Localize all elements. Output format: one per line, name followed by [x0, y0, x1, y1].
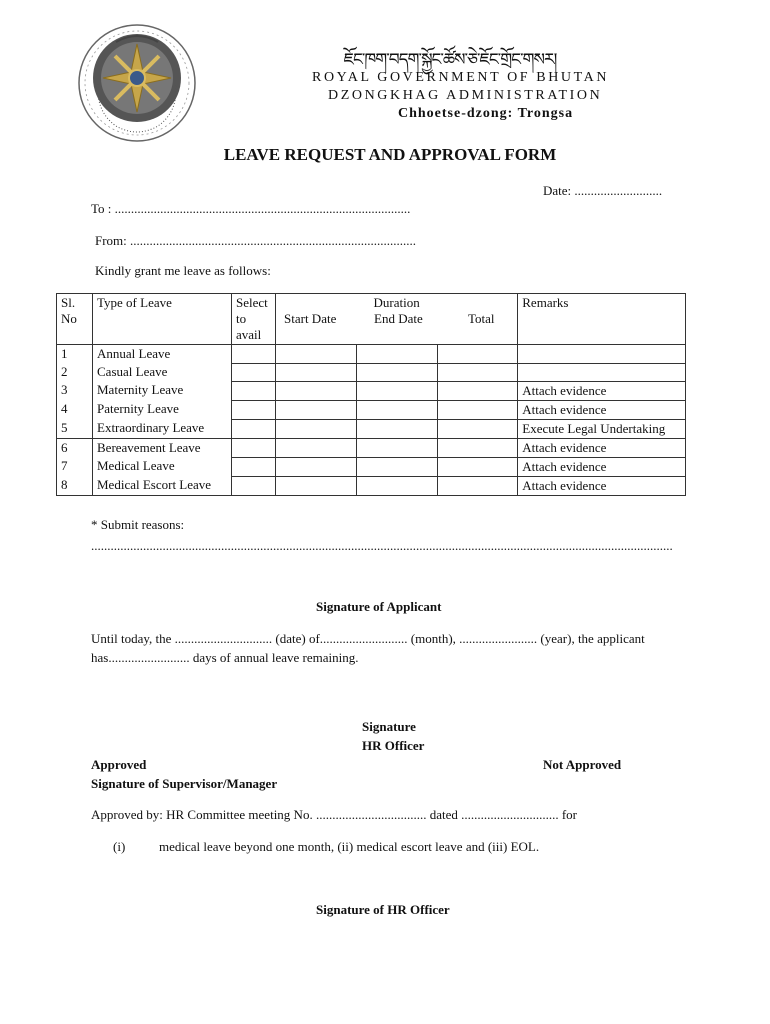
row-end-date-cell[interactable] [356, 419, 437, 438]
to-field[interactable]: To : ........................................................................................... [91, 201, 411, 216]
table-row [57, 345, 686, 364]
row-sl: 5 [57, 419, 93, 438]
hr-officer-final-signature: Signature of HR Officer [316, 902, 450, 917]
row-sl: 6 [57, 438, 93, 457]
row-select-cell[interactable] [232, 381, 276, 400]
row-remarks [518, 345, 686, 364]
row-remarks: Attach evidence [518, 381, 686, 400]
table-row [57, 476, 686, 495]
row-start-date-cell[interactable] [276, 381, 357, 400]
row-sl: 7 [57, 457, 93, 476]
row-end-date-cell[interactable] [356, 363, 437, 381]
row-start-date-cell[interactable] [276, 476, 357, 495]
table-row [57, 400, 686, 419]
row-leave-type: Medical Leave [93, 457, 232, 476]
row-leave-type: Casual Leave [93, 363, 232, 381]
row-total-cell[interactable] [437, 400, 518, 419]
row-remarks: Attach evidence [518, 400, 686, 419]
hr-officer-label: HR Officer [362, 738, 425, 753]
header-select: Select to avail [232, 294, 276, 345]
dzongkha-heading: ཇོང་ཁག་བདག་སྐྱོང་ཚོས་ཅེ་ཇོང་གྲོང་གསར། [343, 50, 557, 70]
row-start-date-cell[interactable] [276, 457, 357, 476]
row-remarks: Attach evidence [518, 438, 686, 457]
org-name-line1: ROYAL GOVERNMENT OF BHUTAN [312, 70, 610, 85]
row-sl: 2 [57, 363, 93, 381]
date-field[interactable]: Date: ........................... [543, 183, 663, 198]
row-select-cell[interactable] [232, 438, 276, 457]
row-end-date-cell[interactable] [356, 457, 437, 476]
row-leave-type: Maternity Leave [93, 381, 232, 400]
row-sl: 3 [57, 381, 93, 400]
row-select-cell[interactable] [232, 400, 276, 419]
row-leave-type: Annual Leave [93, 345, 232, 364]
header-duration: Duration [373, 295, 420, 310]
header-remarks: Remarks [518, 294, 686, 345]
row-remarks: Attach evidence [518, 476, 686, 495]
row-leave-type: Paternity Leave [93, 400, 232, 419]
not-approved-label: Not Approved [543, 757, 622, 772]
row-leave-type: Bereavement Leave [93, 438, 232, 457]
supervisor-signature-label: Signature of Supervisor/Manager [91, 776, 278, 791]
table-row [57, 381, 686, 400]
form-title: LEAVE REQUEST AND APPROVAL FORM [223, 145, 557, 164]
leave-balance-line1[interactable]: Until today, the .............................. (date) of........................... (month), ........................ (year), the applicant [91, 631, 645, 646]
row-end-date-cell[interactable] [356, 438, 437, 457]
row-total-cell[interactable] [437, 438, 518, 457]
row-select-cell[interactable] [232, 345, 276, 364]
leave-table [56, 293, 686, 496]
approved-label: Approved [91, 757, 147, 772]
row-end-date-cell[interactable] [356, 476, 437, 495]
table-row [57, 457, 686, 476]
row-select-cell[interactable] [232, 363, 276, 381]
row-remarks [518, 363, 686, 381]
table-row [57, 438, 686, 457]
leave-balance-line2[interactable]: has......................... days of annual leave remaining. [91, 650, 359, 665]
table-body [57, 345, 686, 496]
row-end-date-cell[interactable] [356, 400, 437, 419]
org-location: Chhoetse-dzong: Trongsa [398, 106, 574, 121]
row-sl: 8 [57, 476, 93, 495]
row-total-cell[interactable] [437, 363, 518, 381]
table-row [57, 419, 686, 438]
table-header-row [57, 294, 686, 345]
row-select-cell[interactable] [232, 419, 276, 438]
header-start-date: Start Date [284, 311, 337, 326]
row-end-date-cell[interactable] [356, 345, 437, 364]
item-number: (i) [113, 839, 126, 854]
row-start-date-cell[interactable] [276, 419, 357, 438]
row-sl: 1 [57, 345, 93, 364]
header-total: Total [468, 311, 495, 326]
row-start-date-cell[interactable] [276, 438, 357, 457]
row-leave-type: Extraordinary Leave [93, 419, 232, 438]
header-duration-group [276, 294, 518, 345]
row-remarks: Execute Legal Undertaking [518, 419, 686, 438]
row-leave-type: Medical Escort Leave [93, 476, 232, 495]
row-total-cell[interactable] [437, 457, 518, 476]
row-sl: 4 [57, 400, 93, 419]
row-total-cell[interactable] [437, 381, 518, 400]
header-end-date: End Date [374, 311, 423, 326]
reasons-label: * Submit reasons: [91, 517, 185, 532]
row-remarks: Attach evidence [518, 457, 686, 476]
org-name-line2: DZONGKHAG ADMINISTRATION [328, 88, 603, 103]
row-start-date-cell[interactable] [276, 345, 357, 364]
row-start-date-cell[interactable] [276, 363, 357, 381]
applicant-signature-label: Signature of Applicant [316, 599, 442, 614]
row-total-cell[interactable] [437, 476, 518, 495]
header-sl-no: Sl. No [57, 294, 93, 345]
from-field[interactable]: From: ........................................................................................ [95, 233, 417, 248]
approved-by-line[interactable]: Approved by: HR Committee meeting No. .................................. dated .............................. for [91, 807, 578, 822]
reasons-field[interactable]: ................................................................................................................................................................................... [91, 538, 673, 553]
table-row [57, 363, 686, 381]
row-end-date-cell[interactable] [356, 381, 437, 400]
row-total-cell[interactable] [437, 345, 518, 364]
row-total-cell[interactable] [437, 419, 518, 438]
row-select-cell[interactable] [232, 476, 276, 495]
grant-text: Kindly grant me leave as follows: [95, 263, 271, 278]
row-select-cell[interactable] [232, 457, 276, 476]
row-start-date-cell[interactable] [276, 400, 357, 419]
header-type: Type of Leave [93, 294, 232, 345]
item-text: medical leave beyond one month, (ii) medical escort leave and (iii) EOL. [159, 839, 540, 854]
hr-signature-label: Signature [362, 719, 416, 734]
